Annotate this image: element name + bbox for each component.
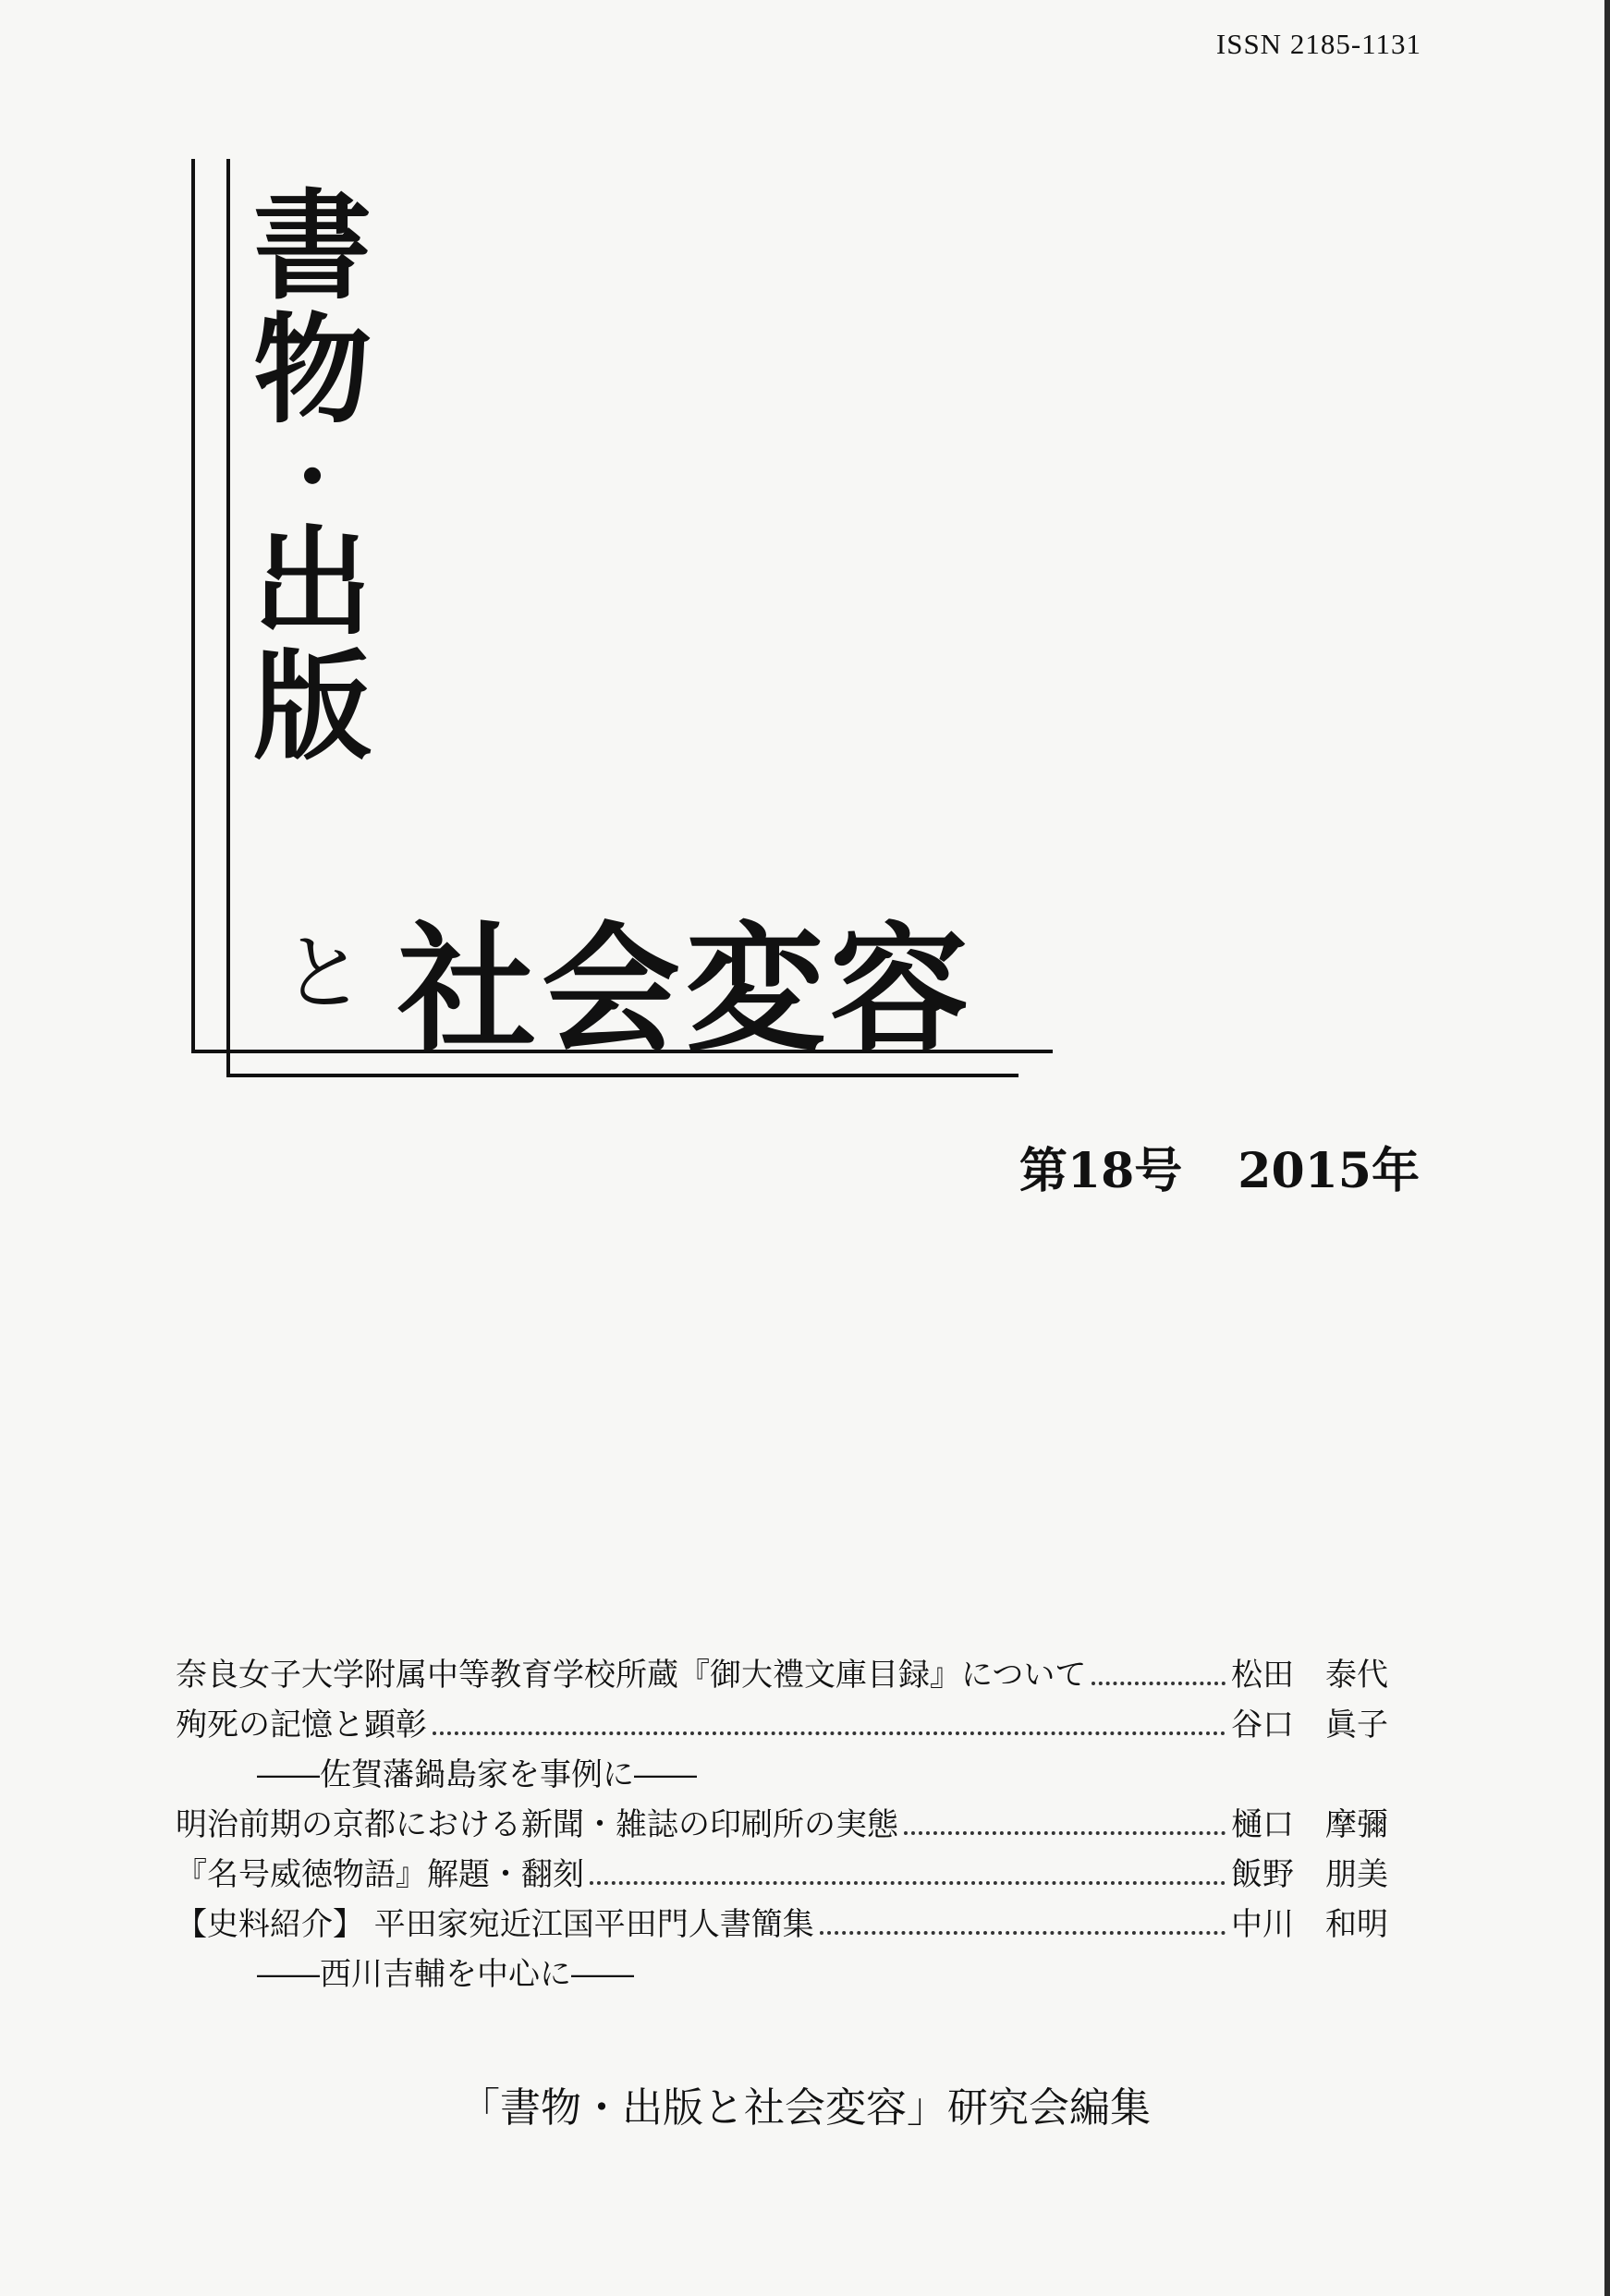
toc-author: 谷口 眞子 <box>1231 1707 1388 1743</box>
toc-leader <box>433 1711 1226 1735</box>
toc-leader <box>904 1811 1226 1835</box>
toc-author: 樋口 摩彌 <box>1231 1806 1388 1843</box>
toc-title: 【史料紹介】 平田家宛近江国平田門人書簡集 <box>176 1906 814 1943</box>
toc-subtitle: ――西川吉輔を中心に―― <box>257 1956 634 1993</box>
editor-credit: 「書物・出版と社会変容」研究会編集 <box>459 2084 1151 2132</box>
title-char: 書 <box>252 177 372 316</box>
toc-title: 明治前期の京都における新聞・雑誌の印刷所の実態 <box>176 1806 898 1843</box>
toc-author: 飯野 朋美 <box>1231 1856 1388 1893</box>
toc-title: 殉死の記憶と顕彰 <box>176 1707 427 1743</box>
toc-leader <box>1092 1661 1226 1685</box>
toc-leader <box>590 1861 1226 1885</box>
toc-entry <box>176 1849 1425 1899</box>
toc-entry <box>176 1699 1425 1749</box>
toc-author: 中川 和明 <box>1231 1906 1388 1943</box>
title-char: 版 <box>252 638 372 776</box>
table-of-contents <box>176 1649 1425 1998</box>
toc-entry <box>176 1649 1425 1699</box>
toc-title: 『名号威徳物語』解題・翻刻 <box>176 1856 584 1893</box>
title-vertical <box>248 177 377 776</box>
toc-author: 松田 泰代 <box>1231 1657 1388 1694</box>
title-char: 出 <box>252 514 372 652</box>
title-horizontal: 社会変容 <box>397 908 975 1071</box>
title-char: 物 <box>252 301 372 440</box>
toc-title: 奈良女子大学附属中等教育学校所蔵『御大禮文庫目録』について <box>176 1657 1087 1694</box>
frame-line-vertical-inner <box>226 159 230 1077</box>
title-char: ・ <box>273 432 351 524</box>
toc-subtitle: ――佐賀藩鍋島家を事例に―― <box>257 1756 697 1793</box>
issue-year: 2015年 <box>1238 1143 1420 1199</box>
issn: ISSN 2185-1131 <box>1215 28 1421 60</box>
toc-entry <box>176 1899 1425 1949</box>
issue-info <box>1019 1132 1420 1201</box>
frame-line-vertical-outer <box>191 159 195 1053</box>
toc-leader <box>820 1911 1226 1935</box>
title-connector: と <box>282 925 365 1022</box>
issue-number: 第18号 <box>1018 1143 1183 1199</box>
toc-entry <box>176 1799 1425 1849</box>
